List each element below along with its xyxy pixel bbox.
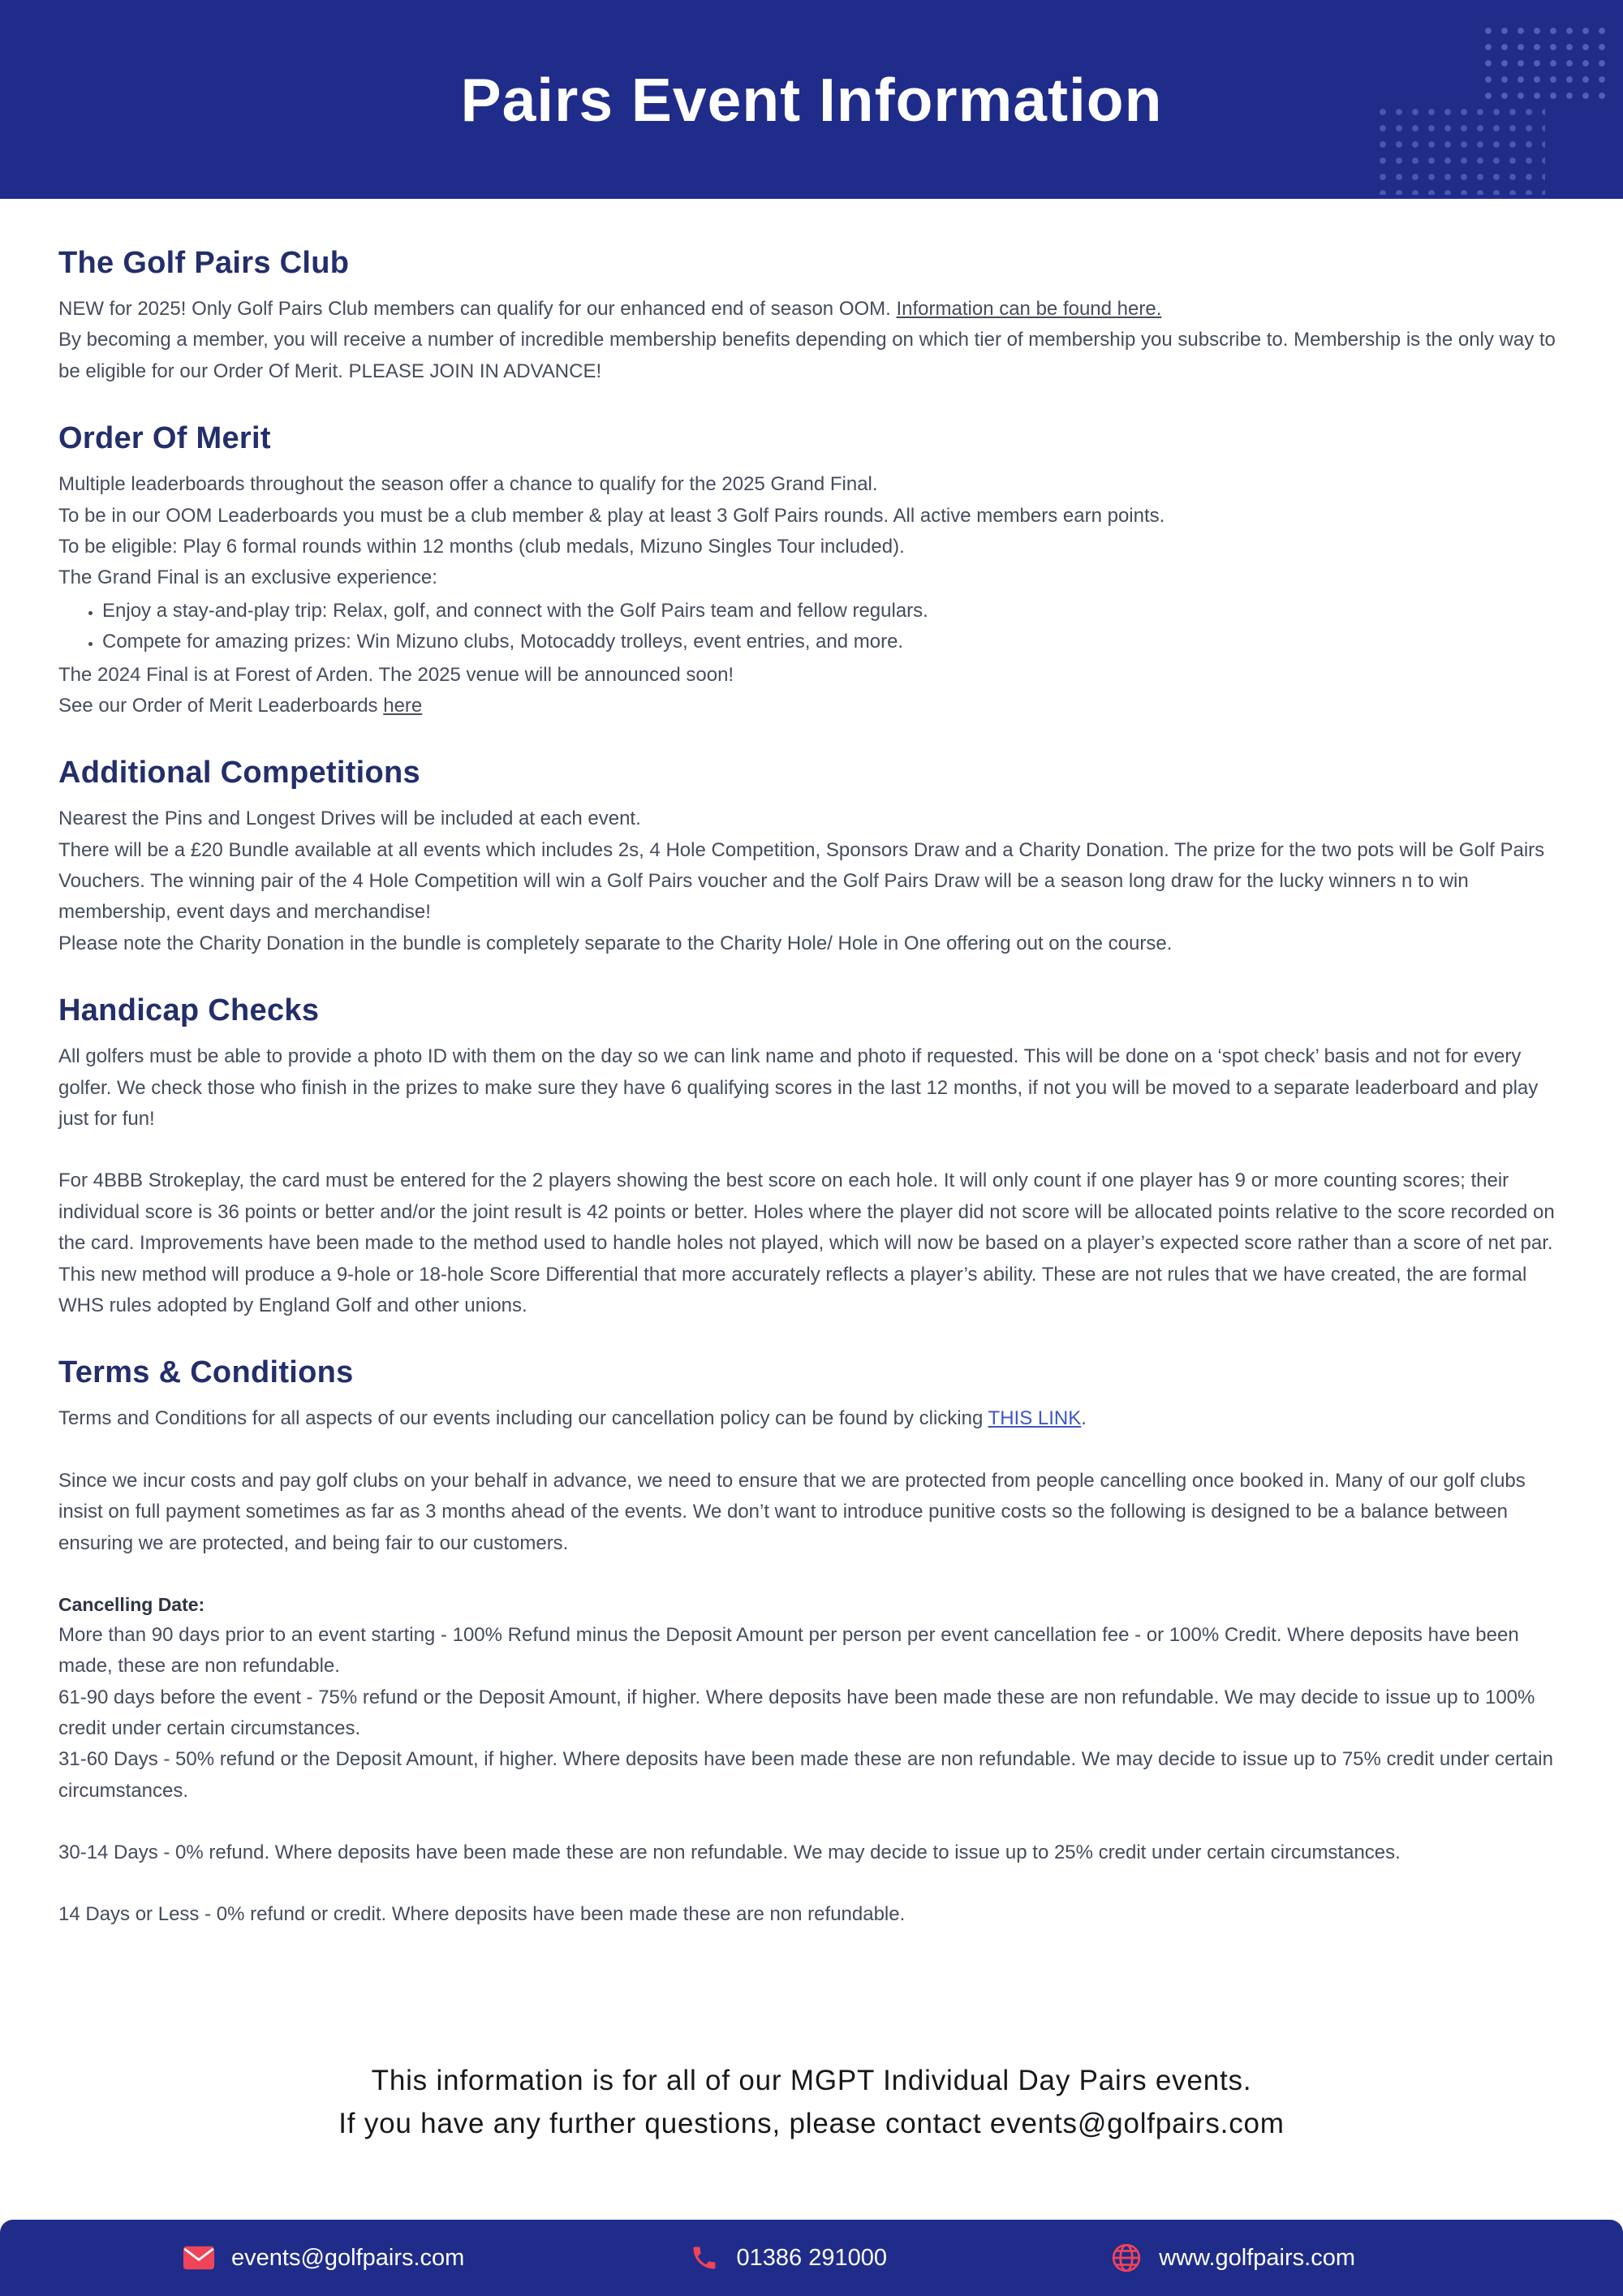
closing-line-1: This information is for all of our MGPT Individual Day Pairs events. bbox=[371, 2065, 1252, 2096]
grand-final-benefits-list bbox=[58, 596, 1565, 658]
dots-decoration bbox=[1375, 104, 1545, 195]
club-paragraph-2: By becoming a member, you will receive a number of incredible membership benefits depending on which tier of membership you subscribe to. Membership is the only way to be eligible for our Order Of Merit. PLEASE JOIN IN ADVANCE! bbox=[58, 329, 1556, 382]
heading-golf-pairs-club: The Golf Pairs Club bbox=[58, 246, 350, 280]
club-paragraph-1 bbox=[58, 294, 1565, 325]
footer-bar bbox=[0, 2220, 1623, 2296]
footer-email-text: events@golfpairs.com bbox=[231, 2244, 465, 2271]
closing-note bbox=[0, 2060, 1623, 2220]
page-title: Pairs Event Information bbox=[460, 65, 1163, 134]
globe-icon bbox=[1110, 2242, 1143, 2274]
section-terms-and-conditions bbox=[58, 1355, 1565, 1930]
email-icon bbox=[183, 2242, 215, 2274]
handicap-paragraph-1: All golfers must be able to provide a photo ID with them on the day so we can link name and photo if requested. This will be done on a ‘spot check’ basis and not for every golfer. We check those who finish in the prizes to make sure they have 6 qualifying scores in the last 12 months, if not you will be moved to a separate leaderboard and play just for fun! bbox=[58, 1045, 1539, 1131]
refund-policy-31-60-days: 31-60 Days - 50% refund or the Deposit Amount, if higher. Where deposits have been made these are non refundable. We may decide to issue up to 75% credit under certain circumstances. bbox=[58, 1748, 1553, 1802]
competitions-paragraph-2: There will be a £20 Bundle available at all events which includes 2s, 4 Hole Competition, Sponsors Draw and a Charity Donation. The prize for the two pots will be Golf Pairs Vouchers. The winning pair of the 4 Hole Competition will win a Golf Pairs voucher and the Golf Pairs Draw will be a season long draw for the lucky winners n to win membership, event days and merchandise! bbox=[58, 838, 1545, 924]
heading-additional-competitions: Additional Competitions bbox=[58, 756, 420, 790]
terms-this-link[interactable]: THIS LINK bbox=[988, 1407, 1082, 1430]
list-item-stay-and-play: • Enjoy a stay-and-play trip: Relax, golf, and connect with the Golf Pairs team and fellow regulars. bbox=[102, 596, 1565, 627]
section-order-of-merit bbox=[58, 421, 1565, 722]
oom-paragraph-5: The 2024 Final is at Forest of Arden. The 2025 venue will be announced soon! bbox=[58, 663, 734, 686]
refund-policy-30-14-days: 30-14 Days - 0% refund. Where deposits have been made these are non refundable. We may decide to issue up to 25% credit under certain circumstances. bbox=[58, 1842, 1401, 1864]
competitions-paragraph-1: Nearest the Pins and Longest Drives will be included at each event. bbox=[58, 808, 641, 830]
document-body bbox=[0, 199, 1623, 1931]
section-handicap-checks bbox=[58, 993, 1565, 1321]
club-paragraph-1-text: NEW for 2025! Only Golf Pairs Club members can qualify for our enhanced end of season OOM. bbox=[58, 298, 891, 320]
phone-icon bbox=[688, 2242, 721, 2274]
footer-website-contact[interactable] bbox=[1110, 2242, 1355, 2274]
refund-policy-61-90-days: 61-90 days before the event - 75% refund or the Deposit Amount, if higher. Where deposits have been made these are non refundable. We may decide to issue up to 100% credit under certain circumstances. bbox=[58, 1686, 1535, 1739]
leaderboards-here-link[interactable]: here bbox=[383, 694, 423, 717]
header-banner bbox=[0, 0, 1623, 199]
handicap-paragraph-2: For 4BBB Strokeplay, the card must be entered for the 2 players showing the best score on each hole. It will only count if one player has 9 or more counting scores; their individual score is 36 points or better and/or the joint result is 42 points or better. Holes where the player did not score will be allocated points relative to the score recorded on the card. Improvements have been made to the method used to handle holes not played, which will now be based on a player’s expected score rather than a score of net par. This new method will produce a 9-hole or 18-hole Score Differential that more accurately reflects a player’s ability. These are not rules that we have created, the are formal WHS rules adopted by England Golf and other unions. bbox=[58, 1170, 1555, 1316]
terms-paragraph-1-text: Terms and Conditions for all aspects of our events including our cancellation policy can be found by clicking bbox=[58, 1407, 988, 1430]
dots-decoration bbox=[1480, 23, 1610, 100]
section-the-golf-pairs-club bbox=[58, 246, 1565, 387]
refund-policy-14-days-or-less: 14 Days or Less - 0% refund or credit. Where deposits have been made these are non refundable. bbox=[58, 1903, 906, 1926]
list-item-prizes: • Compete for amazing prizes: Win Mizuno clubs, Motocaddy trolleys, event entries, and more. bbox=[102, 627, 1565, 657]
footer-phone-text: 01386 291000 bbox=[736, 2244, 888, 2271]
oom-paragraph-6 bbox=[58, 691, 1565, 722]
terms-paragraph-1-after: . bbox=[1081, 1407, 1087, 1430]
information-link[interactable]: Information can be found here. bbox=[896, 298, 1162, 320]
cancelling-date-label: Cancelling Date: bbox=[58, 1593, 205, 1615]
oom-paragraph-3: To be eligible: Play 6 formal rounds within 12 months (club medals, Mizuno Singles Tour included). bbox=[58, 535, 905, 558]
oom-paragraph-4: The Grand Final is an exclusive experience: bbox=[58, 566, 437, 589]
heading-order-of-merit: Order Of Merit bbox=[58, 421, 271, 456]
footer-email-contact[interactable] bbox=[183, 2242, 464, 2274]
terms-paragraph-1 bbox=[58, 1403, 1565, 1434]
footer-phone-contact[interactable] bbox=[688, 2242, 887, 2274]
refund-policy-90-days: More than 90 days prior to an event starting - 100% Refund minus the Deposit Amount per person per event cancellation fee - or 100% Credit. Where deposits have been made, these are non refundable. bbox=[58, 1623, 1519, 1678]
closing-line-2: If you have any further questions, please contact events@golfpairs.com bbox=[338, 2107, 1285, 2139]
competitions-paragraph-3: Please note the Charity Donation in the bundle is completely separate to the Charity Hole/ Hole in One offering out on the course. bbox=[58, 932, 1173, 954]
oom-paragraph-6-text: See our Order of Merit Leaderboards bbox=[58, 694, 384, 717]
heading-terms-and-conditions: Terms & Conditions bbox=[58, 1355, 354, 1390]
section-additional-competitions bbox=[58, 756, 1565, 959]
footer-website-text: www.golfpairs.com bbox=[1159, 2244, 1355, 2271]
terms-paragraph-2: Since we incur costs and pay golf clubs on your behalf in advance, we need to ensure that we are protected from people cancelling once booked in. Many of our golf clubs insist on full payment sometimes as far as 3 months ahead of the events. We don’t want to introduce punitive costs so the following is designed to be a balance between ensuring we are protected, and being fair to our customers. bbox=[58, 1469, 1526, 1554]
oom-paragraph-1: Multiple leaderboards throughout the season offer a chance to qualify for the 2025 Grand Final. bbox=[58, 473, 878, 496]
oom-paragraph-2: To be in our OOM Leaderboards you must be a club member & play at least 3 Golf Pairs rounds. All active members earn points. bbox=[58, 504, 1165, 527]
heading-handicap-checks: Handicap Checks bbox=[58, 993, 320, 1028]
